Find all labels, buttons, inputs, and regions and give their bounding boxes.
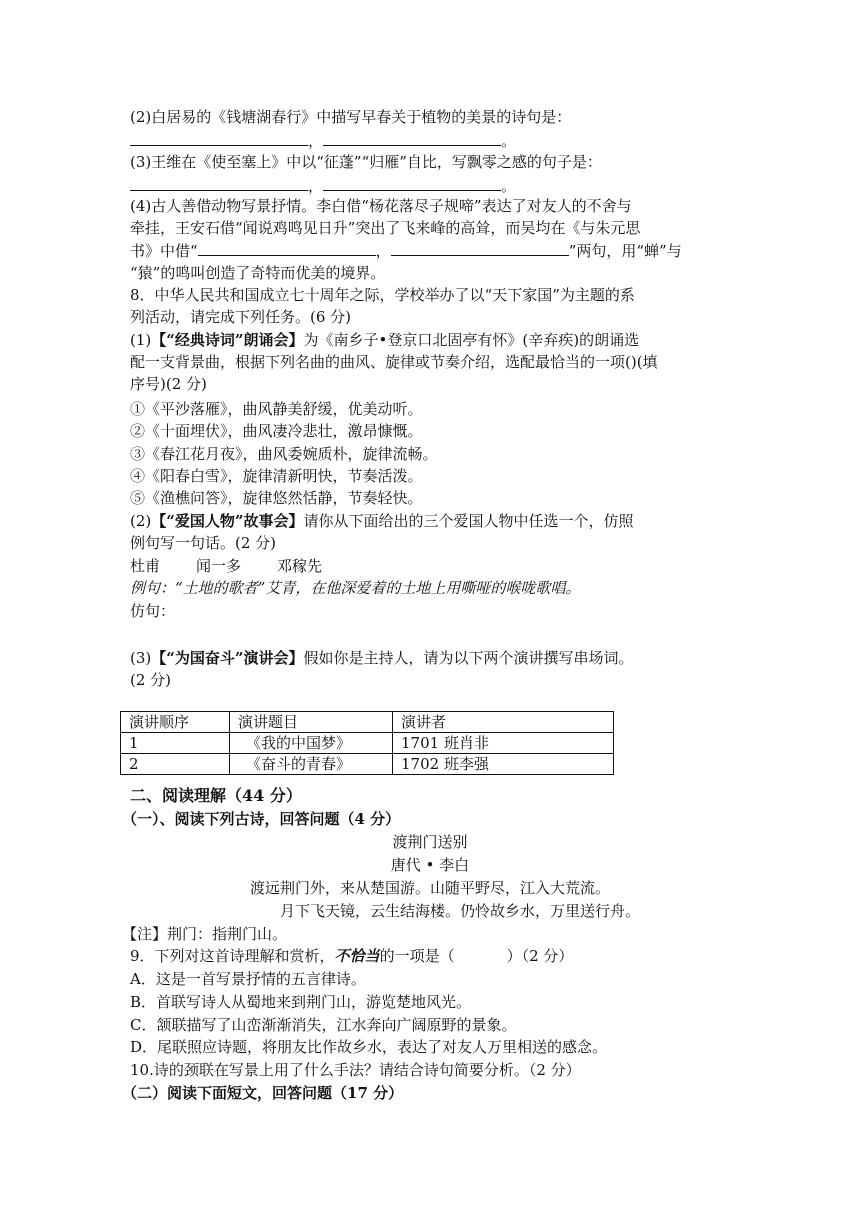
q7-part3-answer-line: ， 。 [130,175,516,197]
answer-blank[interactable] [323,175,501,191]
table-cell: 2 [121,754,230,775]
q9-prompt: 9．下列对这首诗理解和赏析，不恰当的一项是（ ）（2 分） [130,947,574,965]
person: 邓稼先 [277,557,323,575]
choice-item: C．颔联描写了山峦渐渐消失，江水奔向广阔原野的景象。 [130,1016,517,1034]
table-cell: 1 [121,733,230,754]
emphasis: 不恰当 [334,947,380,965]
music-option: ①《平沙落雁》，曲风静美舒缓，优美动听。 [130,400,423,418]
answer-blank[interactable] [198,240,376,256]
q7-part4-line4: “猿”的鸣叫创造了奇特而优美的境界。 [130,264,386,282]
table-header: 演讲顺序 [121,712,230,733]
poem-author: 唐代 • 李白 [390,856,470,874]
sub2-title: 【“爱国人物”故事会】 [151,512,304,530]
table-row [121,754,614,775]
q7-part4-line2: 牵挂，王安石借“闻说鸡鸣见日升”突出了飞来峰的高耸，而吴均在《与朱元思 [130,219,641,237]
poem-line: 渡远荆门外，来从楚国游。山随平野尽，江入大荒流。 [249,879,610,897]
music-option: ③《春江花月夜》，曲风委婉质朴，旋律流畅。 [130,445,438,463]
table-cell: 《奋斗的青春》 [230,754,393,775]
section-title: 二、阅读理解（44 分） [130,786,302,805]
q8-sub1-line3: 序号)(2 分) [130,375,207,393]
poem-line: 月下飞天镜，云生结海楼。仍怜故乡水，万里送行舟。 [279,902,640,920]
q8-sub1-line1: (1)【“经典诗词”朗诵会】为《南乡子•登京口北固亭有怀》(辛弃疾)的朗诵选 [130,331,640,349]
person: 闻一多 [196,557,242,575]
part1-title: （一）、阅读下列古诗，回答问题（4 分） [122,810,401,828]
q8-sub3-line2: (2 分) [130,671,172,689]
poem-note: 【注】荆门：指荆门山。 [122,925,288,943]
q10-prompt: 10.诗的颈联在写景上用了什么手法？请结合诗句简要分析。（2 分） [130,1061,581,1079]
people-list [130,555,322,577]
choice-item: D．尾联照应诗题，将朋友比作故乡水，表达了对友人万里相送的感念。 [130,1038,608,1056]
table-cell: 《我的中国梦》 [230,733,393,754]
example-sentence: 例句：“土地的歌者”艾青，在他深爱着的土地上用嘶哑的喉咙歌唱。 [130,579,581,597]
q8-intro-line2: 列活动，请完成下列任务。(6 分) [130,308,352,326]
answer-blank[interactable] [130,175,308,191]
table-header: 演讲题目 [230,712,393,733]
sub1-title: 【“经典诗词”朗诵会】 [151,331,304,349]
music-option: ④《阳春白雪》，旋律清新明快，节奏活泼。 [130,467,423,485]
q7-part4-line3: 书》中借“ ， ”两句，用“蝉”与 [130,242,682,260]
answer-blank[interactable] [130,130,308,146]
music-option: ②《十面埋伏》，曲风凄冷悲壮，激昂慷慨。 [130,422,423,440]
choice-item: B．首联写诗人从蜀地来到荆门山，游览楚地风光。 [130,993,472,1011]
speech-table [120,711,614,775]
q7-part3-prompt: (3)王维在《使至塞上》中以“征蓬”“归雁”自比，写飘零之感的句子是： [130,153,602,171]
sub3-title: 【“为国奋斗”演讲会】 [151,649,304,667]
q8-sub2-line2: 例句写一句话。(2 分) [130,534,277,552]
q7-part2-prompt: (2)白居易的《钱塘湖春行》中描写早春关于植物的美景的诗句是： [130,108,572,126]
music-option: ⑤《渔樵问答》，旋律悠然恬静，节奏轻快。 [130,489,423,507]
choice-item: A．这是一首写景抒情的五言律诗。 [130,970,366,988]
q8-sub1-line2: 配一支背景曲，根据下列名曲的曲风、旋律或节奏介绍，选配最恰当的一项()(填 [130,353,658,371]
table-cell: 1702 班李强 [393,754,614,775]
answer-blank[interactable] [323,130,501,146]
table-cell: 1701 班肖非 [393,733,614,754]
part2-title: （二）阅读下面短文，回答问题（17 分） [122,1084,404,1102]
imitate-label: 仿句： [130,602,176,620]
poem-title: 渡荆门送别 [392,833,468,851]
table-row [121,733,614,754]
table-header: 演讲者 [393,712,614,733]
q7-part2-answer-line: ， 。 [130,130,516,152]
table-header-row [121,712,614,733]
q8-sub3-line1: (3)【“为国奋斗”演讲会】假如你是主持人，请为以下两个演讲撰写串场词。 [130,649,634,667]
q8-intro-line1: 8．中华人民共和国成立七十周年之际，学校举办了以“天下家国”为主题的系 [130,286,635,304]
answer-blank[interactable] [391,240,569,256]
q7-part4-line1: (4)古人善借动物写景抒情。李白借“杨花落尽子规啼”表达了对友人的不舍与 [130,197,632,215]
person: 杜甫 [130,557,161,575]
q8-sub2-line1: (2)【“爱国人物”故事会】请你从下面给出的三个爱国人物中任选一个，仿照 [130,512,634,530]
